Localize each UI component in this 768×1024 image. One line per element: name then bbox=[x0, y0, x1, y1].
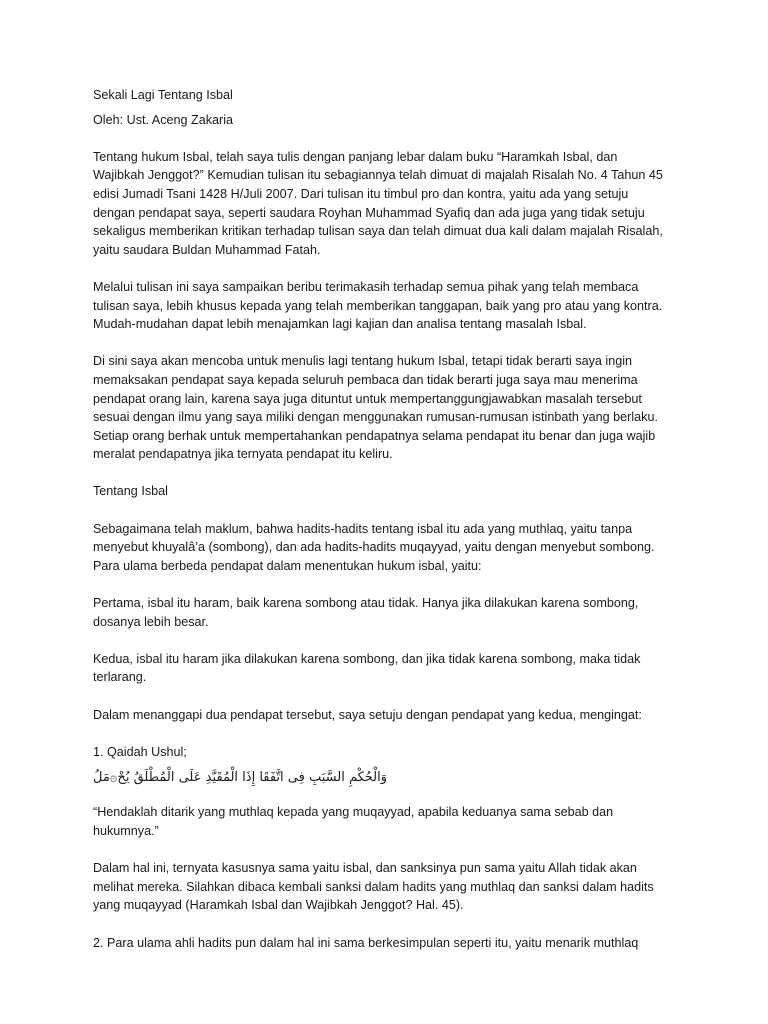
arabic-rule: وَالْحُكْمِ السَّبَبِ فِى اتَّفَقَا إِذَا الْمُقَيَّدِ عَلَى الْمُطْلَقُ يُحْ۞مَلُ bbox=[93, 770, 388, 786]
section-paragraph-1: Sebagaimana telah maklum, bahwa hadits-hadits tentang isbal itu ada yang muthlaq, yaitu tanpa menyebut khuyalâ’a (sombong), dan ada hadits-hadits muqayyad, yaitu dengan menyebut sombong. Para ulama berbeda pendapat dalam menentukan hukum isbal, yaitu: bbox=[93, 521, 655, 573]
point-2: 2. Para ulama ahli hadits pun dalam hal ini sama berkesimpulan seperti itu, yaitu menarik muthlaq bbox=[93, 935, 639, 950]
point-1-explanation: Dalam hal ini, ternyata kasusnya sama yaitu isbal, dan sanksinya pun sama yaitu Allah tidak akan melihat mereka. Silahkan dibaca kembali sanksi dalam hadits yang muthlaq dan sanksi dalam hadits yang muqayyad (Haramkah Isbal dan Wajibkah Jenggot? Hal. 45). bbox=[93, 861, 654, 913]
rule-translation: “Hendaklah ditarik yang muthlaq kepada yang muqayyad, apabila keduanya sama sebab dan hukumnya.” bbox=[93, 805, 614, 838]
document-title: Sekali Lagi Tentang Isbal bbox=[93, 88, 233, 102]
paragraph-3: Di sini saya akan mencoba untuk menulis lagi tentang hukum Isbal, tetapi tidak berarti saya ingin memaksakan pendapat saya kepada seluruh pembaca dan tidak berarti juga saya mau menerima pendapat orang lain, karena saya juga dituntut untuk mempertanggungjawabkan masalah tersebut sesuai dengan ilmu yang saya miliki dengan menggunakan rumusan-rumusan istinbath yang berlaku. Setiap orang berhak untuk mempertahankan pendapatnya selama pendapat itu benar dan juga wajib meralat pendapatnya jika ternyata pendapat itu keliru. bbox=[93, 354, 658, 462]
section-heading: Tentang Isbal bbox=[93, 484, 168, 499]
document-author: Oleh: Ust. Aceng Zakaria bbox=[93, 112, 233, 127]
paragraph-2: Melalui tulisan ini saya sampaikan beribu terimakasih terhadap semua pihak yang telah membaca tulisan saya, lebih khusus kepada yang telah memberikan tanggapan, baik yang pro atau yang kontra. Mudah-mudahan dapat lebih menajamkan lagi kajian dan analisa tentang masalah Isbal. bbox=[93, 279, 663, 332]
section-paragraph-4: Dalam menanggapi dua pendapat tersebut, saya setuju dengan pendapat yang kedua, mengingat: bbox=[93, 707, 642, 722]
section-paragraph-2: Pertama, isbal itu haram, baik karena sombong atau tidak. Hanya jika dilakukan karena sombong, dosanya lebih besar. bbox=[93, 596, 639, 629]
document-page bbox=[93, 86, 663, 971]
point-1-label: 1. Qaidah Ushul; bbox=[93, 744, 187, 759]
paragraph-1: Tentang hukum Isbal, telah saya tulis dengan panjang lebar dalam buku “Haramkah Isbal, dan Wajibkah Jenggot?” Kemudian tulisan itu sebagiannya telah dimuat di majalah Risalah No. 4 Tahun 45 edisi Jumadi Tsani 1428 H/Juli 2007. Dari tulisan itu timbul pro dan kontra, yaitu ada yang setuju dengan pendapat saya, seperti saudara Royhan Muhammad Syafiq dan ada juga yang tidak setuju sekaligus memberikan kritikan terhadap tulisan saya dan telah dimuat dua kali dalam majalah Risalah, yaitu saudara Buldan Muhammad Fatah. bbox=[93, 149, 663, 257]
section-paragraph-3: Kedua, isbal itu haram jika dilakukan karena sombong, dan jika tidak karena sombong, maka tidak terlarang. bbox=[93, 651, 641, 685]
